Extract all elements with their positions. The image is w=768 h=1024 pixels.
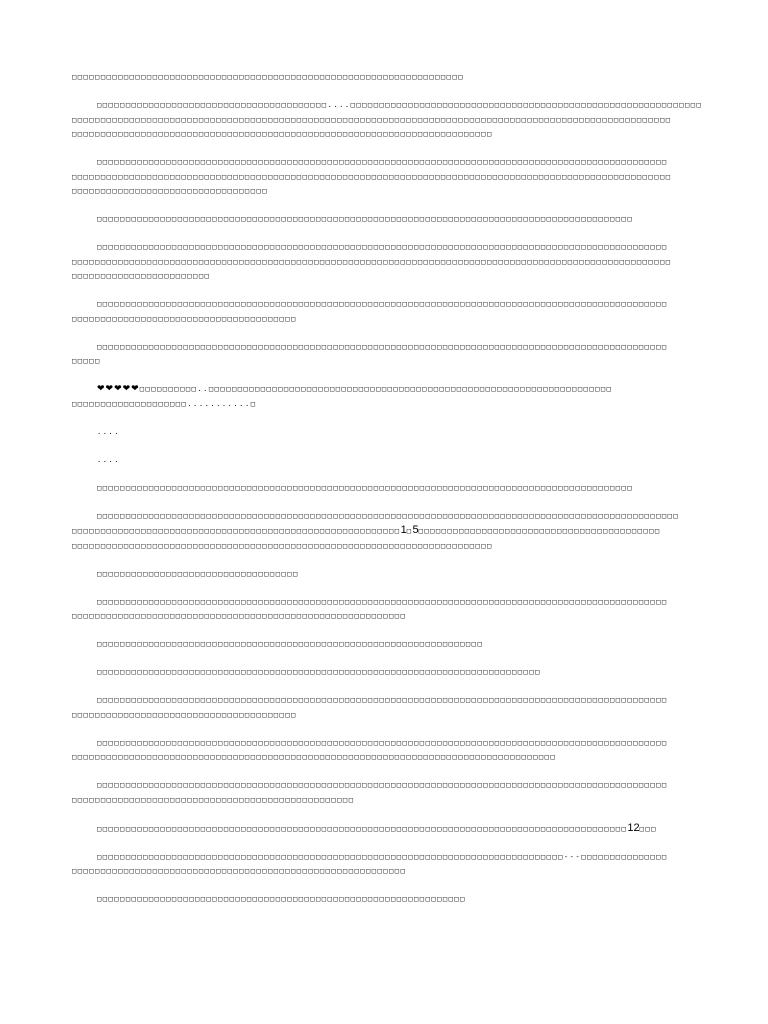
missing-glyph-run: □ [406, 527, 413, 535]
text-line [72, 637, 702, 652]
text-line [72, 595, 702, 610]
missing-glyph-run: □□□□□□□□□□□□□□□□□□□□□□□□□□□□□□□□□□□ [97, 569, 299, 578]
paragraph [72, 212, 702, 227]
missing-glyph-run: □□□□□□□□□□□□□□□□□□□□□□□□□□□□□□□□□□□□□□□□□□□□□□□□□□□□□□□□□□□□□□□□□□□□□□□□□□□□□□□□□□□□□□□□□□□□□□□□□□□□□□□□ [72, 172, 672, 181]
missing-glyph-run: □□□□□□□□□□□□□□□□□□□□□□□□□□□□□□□□□□□□□□□□□□□□□□□□□ [72, 795, 355, 804]
text-line [72, 269, 702, 284]
missing-glyph-run: □□□□□□□□□□□□□□□□□□□□□□□□□□□□□□□□□□□□□□□□□□□□□□□□□□□□□□□□□ [72, 527, 401, 535]
text-line [72, 255, 702, 270]
inline-number: 5 [412, 524, 419, 536]
paragraph [72, 693, 702, 722]
text-line [72, 340, 702, 355]
inline-number: 1 [400, 524, 407, 536]
document-page [72, 70, 702, 920]
paragraph [72, 155, 702, 199]
missing-glyph-run: □□□□□□□□□□□□□□□□□□□□□□□□□□□□□□□□□□□□□□□□□□□□□□□□□□□□□□□□□□□□□□□□□□□□□□□□□ [72, 541, 493, 550]
paragraph [72, 240, 702, 284]
paragraph [72, 665, 702, 680]
missing-glyph-run: □□□□□ [72, 357, 101, 365]
text-line [72, 312, 702, 327]
missing-glyph-run: □□□□□□□□□□□□□□□□□□□□□□□□□□□□□□□□□□□□□□□□□□□□□□□□□□□□□□□□□□□□□□□□□□□□□□□□□□□□□□□□□□□□□□□□□□□□□□□□□□□□□□□□ [72, 115, 672, 124]
missing-glyph-run: □□□□□□□□□□□□□□□□□□□□□□□□□□□□□□□□□□□□□□□□□□□□□□□□□□□□□□□□□□□□□□□□□□□□□□□□□ [72, 130, 493, 138]
missing-glyph-run: □□□□□□□□□□□□□□□□□□□□□□□□□□□□□□□□□□□□□□□□□□□□□□□□□□□□□□□□□□□□□□□□□□□□□□□□□□□□□□□□□□□□□□□□□□□□□□□□□□□ [97, 696, 668, 704]
missing-glyph-run: □□□□□□□□□□□□□□□□□□□□□□□□□□□□□□□□□□□□□□□□□□□□□□□□□□□□□□□□□□□□□□□□□□□□□□□□□□□□□□□□□□□□□□□□□□□□□□□□□□□ [97, 781, 668, 789]
paragraph [72, 567, 702, 582]
paragraph [72, 98, 702, 142]
missing-glyph-run: □□□□□□□□□□□□□□□□□□□□□□□□□□□□□□□□□□□□□□□□□□□□□□□□□□□□□□□□□□□□□□□□□□□□□□□□□□□□□□□□□□□□□□□□□□□□□□□□□□□ [97, 300, 668, 308]
paragraph [72, 736, 702, 765]
text-line [72, 98, 702, 113]
text-line [72, 481, 702, 496]
inline-text: ........... [187, 399, 251, 408]
text-line [72, 170, 702, 185]
missing-glyph-run: □□□□□□□□□□□□□□□□□□□□□□□□□□□□□□□□□□□□□□□□□□□□□□□□□□□□□□□□□□□□□□□□□□□□□□□□□□□□□ [97, 668, 541, 676]
text-line [72, 708, 702, 723]
missing-glyph-run: □□□□□□□□□□□□□□□□□□□□□□□□□□□□□□□□□□□□□□□□□□□□□□□□□□□□□□□□□□□□□□□□□□□□□□□□□□□□□□□□□□□□□□□□□□□□ [97, 824, 628, 833]
missing-glyph-run: □□□□□□□□□□□□□□□□□□□□□□□□□□□□□□□□□□□□□□□□□□□□□□□□□□□□□□□□□□□□□□□□□□□□□□□□□□□□□□□□□□□□□□□□□□□□□□□□□□□ [97, 342, 668, 351]
text-line [72, 453, 702, 468]
text-line [72, 821, 702, 837]
inline-text: --- [563, 852, 582, 861]
missing-glyph-run: □□□□□□□□□□□□□□□□□□□□□□□□□□□□□□□□□□□□□□□ [72, 314, 297, 323]
text-line [72, 736, 702, 751]
text-line [72, 397, 702, 412]
paragraph [72, 297, 702, 326]
text-line [72, 850, 702, 865]
paragraph [72, 778, 702, 807]
text-line [72, 184, 702, 199]
missing-glyph-run: □□□□□□□□□□□□□□□□□□□□□□□□□□□□□□□□□□□□□□□□□□□□□□□□□□□□□□□□□□□□□□□□□□□□□□□□□□□□□□□□□□□□□□□□□□□□□□□□□□□□□□□□ [72, 257, 672, 266]
text-line [72, 665, 702, 680]
text-line [72, 382, 702, 397]
missing-glyph-run: □□□□□□□□□□□□□□□□□□□□□□□□□□□□□□□□□□□□□□□ [72, 710, 297, 719]
paragraph [72, 382, 702, 411]
missing-glyph-run: □□□□□□□□□□□□□□□□□□□□□□□□□□□□□□□□□□□□□□□□□□□□□□□□□□□□□□□□□□□□□□□□□□□□ [72, 73, 464, 81]
text-line [72, 425, 702, 440]
text-line [72, 240, 702, 255]
missing-glyph-run: □□□□□□□□□□□□□□□□□□□□□□□□□□□□□□□□□□□□□□□□□□□□□□□□□□□□□□□□□□□□□□□□□□□□□□□□□□□□□□□□□□□□□□□□□□□□□□□□□□□ [97, 738, 668, 747]
missing-glyph-run: □□□□□□□□□□□□□□□□□□□□□□□□□□□□□□□□□□□□□□□□□□□□□□□□□□□□□□□□□□□□□□□□□□□□□□□□□□□□□□□□□□□□□□□□□□□□□□□□□□□ [97, 243, 668, 251]
missing-glyph-run: □□□□□□□□□□ [139, 385, 198, 393]
missing-glyph-run: □□□□□□□□□□□□□□□□□□□□□□□□□□□□□□□□□□□□□□□□□□□□□□□□□□□□□□□□□□□□□□□□□□□□□□ [208, 385, 613, 393]
text-line [72, 609, 702, 624]
inline-text: .... [327, 101, 351, 109]
missing-glyph-run: □□□□□□□□□□□□□□□ [581, 852, 668, 861]
missing-glyph-run: □□□□□□□□□□□□□□□□□□□□□□□□□□□□□□□□□□□□□□□□□□□□□□□□□□□□□□□□□□□□□□□□□□□ [97, 640, 484, 648]
paragraph [72, 340, 702, 369]
text-line [72, 892, 702, 907]
text-line [72, 750, 702, 765]
paragraph [72, 637, 702, 652]
missing-glyph-run: □□□□□□□□□□□□□□□□□□□□□□□□□□□□□□□□□□□□□□□□□□□□□□□□□□□□□□□□□□□□□□□□□□□□□□□□□□□□□□□□□□□□ [72, 753, 557, 761]
text-line [72, 778, 702, 793]
paragraph [72, 892, 702, 907]
paragraph [72, 481, 702, 496]
missing-glyph-run: □□□□□□□□□□□□□□□□□□□□ [72, 399, 188, 408]
inline-text: .. [197, 385, 209, 393]
missing-glyph-run: □□□ [639, 824, 657, 833]
inline-number: 12 [627, 821, 640, 834]
text-line [72, 354, 702, 369]
missing-glyph-run: □□□□□□□□□□□□□□□□□□□□□□□□□□□□□□□□□□□□□□□□□□□□□□□□□□□□□□□□□□□□□□□□□□□□□□□□□□□□□□□□□□□□□□□□□□□□□□□□□□□ [97, 158, 668, 166]
missing-glyph-run: □□□□□□□□□□□□□□□□□□□□□□□□□□□□□□□□□□□□□□□□ [97, 101, 328, 109]
missing-glyph-run: □□□□□□□□□□□□□□□□□□□□□□□□ [72, 272, 211, 280]
paragraph [72, 453, 702, 468]
missing-glyph-run: □ [250, 399, 257, 408]
inline-text: .... [97, 427, 121, 436]
missing-glyph-run: □□□□□□□□□□□□□□□□□□□□□□□□□□□□□□□□□□□□□□□□□□□□□□□□□□□□□□□□□□□□□□□□ [97, 895, 466, 903]
missing-glyph-run: □□□□□□□□□□□□□□□□□□□□□□□□□□□□□□□□□□□□□□□□□□□□□□□□□□□□□□□□□□□□□ [350, 101, 703, 109]
missing-glyph-run: □□□□□□□□□□□□□□□□□□□□□□□□□□□□□□□□□□□□□□□□□□ [418, 527, 661, 535]
missing-glyph-run: □□□□□□□□□□□□□□□□□□□□□□□□□□□□□□□□□□□□□□□□□□□□□□□□□□□□□□□□□□ [72, 612, 407, 620]
text-line [72, 212, 702, 227]
paragraph [72, 821, 702, 837]
text-line [72, 539, 702, 554]
missing-glyph-run: □□□□□□□□□□□□□□□□□□□□□□□□□□□□□□□□□□□□□□□□□□□□□□□□□□□□□□□□□□□□□□□□□□□□□□□□□□□□□□□□□□□□□□□□□□□□□ [97, 483, 634, 492]
text-line [72, 127, 702, 142]
paragraph [72, 850, 702, 879]
text-line [72, 509, 702, 524]
missing-glyph-run: □□□□□□□□□□□□□□□□□□□□□□□□□□□□□□□□□□□□□□□□□□□□□□□□□□□□□□□□□□□□□□□□□□□□□□□□□□□□□□□□□ [97, 852, 564, 861]
inline-text: .... [97, 455, 121, 464]
text-line [72, 864, 702, 879]
missing-glyph-run: □□□□□□□□□□□□□□□□□□□□□□□□□□□□□□□□□□□□□□□□□□□□□□□□□□□□□□□□□□ [72, 867, 407, 875]
missing-glyph-run: □□□□□□□□□□□□□□□□□□□□□□□□□□□□□□□□□□□□□□□□□□□□□□□□□□□□□□□□□□□□□□□□□□□□□□□□□□□□□□□□□□□□□□□□□□□□□□□□□□□ [97, 597, 668, 606]
text-line [72, 523, 702, 539]
text-line [72, 693, 702, 708]
text-line [72, 793, 702, 808]
text-line [72, 567, 702, 582]
paragraph [72, 70, 702, 85]
paragraph [72, 509, 702, 554]
text-line [72, 297, 702, 312]
text-line [72, 70, 702, 85]
paragraph [72, 595, 702, 624]
hearts-icon: ❤❤❤❤❤ [97, 384, 140, 394]
missing-glyph-run: □□□□□□□□□□□□□□□□□□□□□□□□□□□□□□□□□□ [72, 187, 268, 195]
text-line [72, 155, 702, 170]
missing-glyph-run: □□□□□□□□□□□□□□□□□□□□□□□□□□□□□□□□□□□□□□□□□□□□□□□□□□□□□□□□□□□□□□□□□□□□□□□□□□□□□□□□□□□□□□□□□□□□□□□□□□□□□ [97, 511, 680, 520]
paragraph [72, 425, 702, 440]
text-line [72, 113, 702, 128]
missing-glyph-run: □□□□□□□□□□□□□□□□□□□□□□□□□□□□□□□□□□□□□□□□□□□□□□□□□□□□□□□□□□□□□□□□□□□□□□□□□□□□□□□□□□□□□□□□□□□□□ [97, 215, 634, 223]
